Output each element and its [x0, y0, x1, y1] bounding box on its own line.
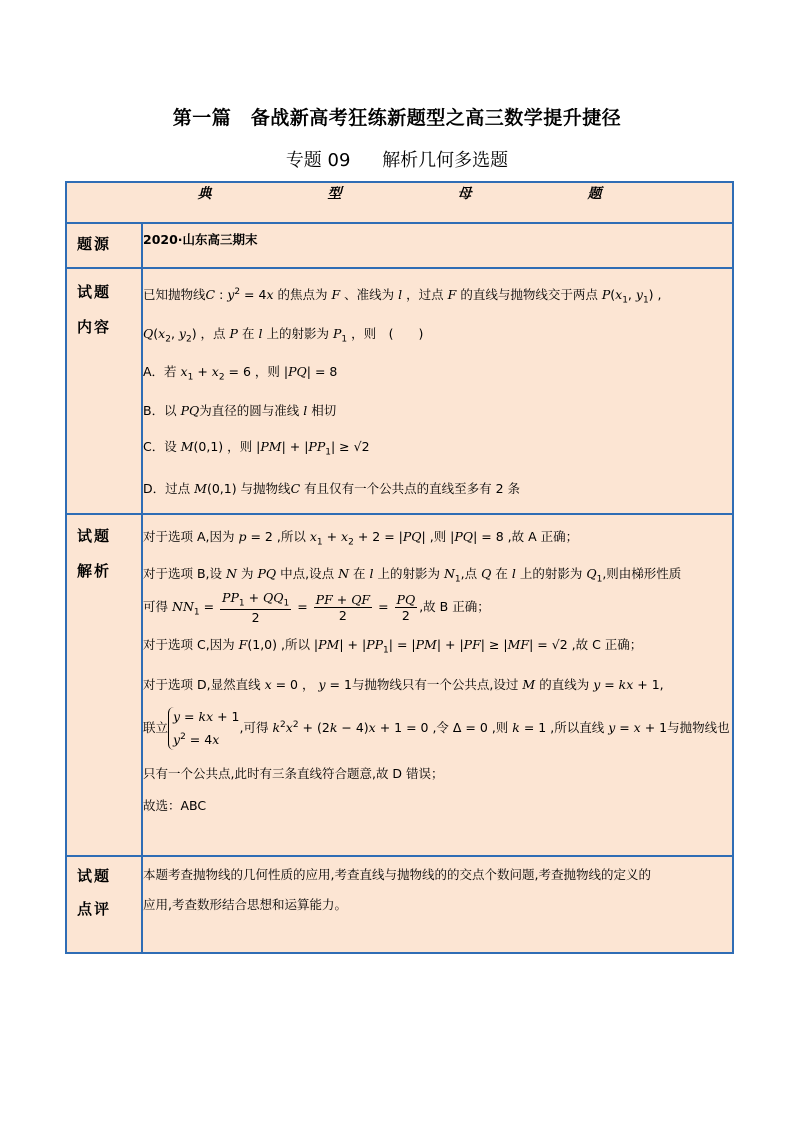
option-a: A．若 $x_1 + x_2 = 6$ ，则 |PQ| = 8	[143, 364, 338, 383]
question-stem-line-1: 已知抛物线C : $y^2 = 4x$ 的焦点为 F 、准线为 l ，过点 F 的直线与抛物线交于两点 $P(x_1$, $y_1$) ,	[143, 286, 662, 306]
question-label-2: 内容	[77, 318, 112, 336]
analysis-d-3: 只有一个公共点,此时有三条直线符合题意,故 D 错误；	[143, 766, 444, 782]
question-row	[66, 268, 733, 514]
problem-table	[65, 181, 734, 954]
option-d: D．过点 M(0,1) 与抛物线C 有且仅有一个公共点的直线至多有 2 条	[143, 481, 521, 496]
source-label-cell	[66, 223, 142, 268]
analysis-answer: 故选：ABC	[143, 798, 207, 814]
analysis-c: 对于选项 C,因为 F(1,0) ,所以 $|PM| + |PP_1| = |PM| + |PF| \ge |MF| = √2$ ,故 C 正确；	[143, 636, 643, 655]
analysis-d-2: 联立y = kx + 1 $y^2 = 4x$,可得 $k^2x^2 + (2k - 4)x + 1 = 0$ ,令 Δ = 0 ,则 k = 1 ,所以直线 y = x + 1与抛物线也	[143, 707, 732, 750]
question-label-1: 试题	[77, 283, 112, 301]
question-cell	[142, 268, 733, 514]
page-title: 第一篇 备战新高考狂练新题型之高三数学提升捷径	[172, 107, 622, 129]
analysis-label-1: 试题	[77, 527, 112, 545]
comment-label-cell	[66, 856, 142, 953]
comment-label-2: 点评	[77, 900, 112, 918]
source-row	[66, 223, 733, 268]
comment-line-2: 应用,考查数形结合思想和运算能力。	[143, 897, 347, 912]
analysis-b-1: 对于选项 B,设 N 为 PQ 中点,设点 N 在 l 上的射影为 $N_1$,点 Q 在 l 上的射影为 $Q_1$,则由梯形性质	[143, 565, 682, 584]
header-char-4: 题	[587, 186, 602, 202]
source-text: 2020·山东高三期末	[143, 232, 258, 247]
analysis-label-cell	[66, 514, 142, 856]
analysis-cell	[142, 514, 733, 856]
topic-number: 专题 09	[285, 150, 351, 171]
analysis-d-1: 对于选项 D,显然直线 x = 0 ， y = 1与抛物线只有一个公共点,设过 M 的直线为 y = kx + 1,	[143, 677, 664, 692]
header-char-1: 典	[197, 186, 212, 202]
table-header-row	[66, 182, 733, 223]
header-char-2: 型	[327, 186, 342, 202]
analysis-b-2: 可得 $NN_1$ = $\frac{PP_1 + QQ_1}{2}$ = $\frac{PF + QF}{2}$ = $\frac{PQ}{2}$ ,故 B 正确；	[143, 590, 490, 625]
comment-cell	[142, 856, 733, 953]
comment-row	[66, 856, 733, 953]
analysis-row	[66, 514, 733, 856]
source-cell	[142, 223, 733, 268]
topic-title: 解析几何多选题	[382, 150, 509, 171]
analysis-a: 对于选项 A,因为 p = 2 ,所以 $x_1 + x_2 + 2 = |PQ|$ ,则 |PQ| = 8 ,故 A 正确；	[143, 529, 579, 548]
option-b: B．以 PQ为直径的圆与准线 l 相切	[143, 402, 337, 418]
analysis-label-2: 解析	[77, 562, 112, 580]
page-subtitle	[0, 146, 794, 172]
comment-line-1: 本题考查抛物线的几何性质的应用,考查直线与抛物线的的交点个数问题,考查抛物线的定义的	[143, 867, 651, 882]
comment-label-1: 试题	[77, 867, 112, 885]
header-char-3: 母	[457, 186, 472, 202]
option-c: C．设 M(0,1) ，则 $|PM| + |PP_1| \ge √2$	[143, 438, 370, 457]
question-label-cell	[66, 268, 142, 514]
question-stem-line-2: $Q(x_2$, $y_2$) ，点 P 在 l 上的射影为 $P_1$ ，则 ( )	[143, 325, 424, 344]
table-header	[66, 182, 733, 223]
source-label: 题源	[77, 235, 112, 253]
